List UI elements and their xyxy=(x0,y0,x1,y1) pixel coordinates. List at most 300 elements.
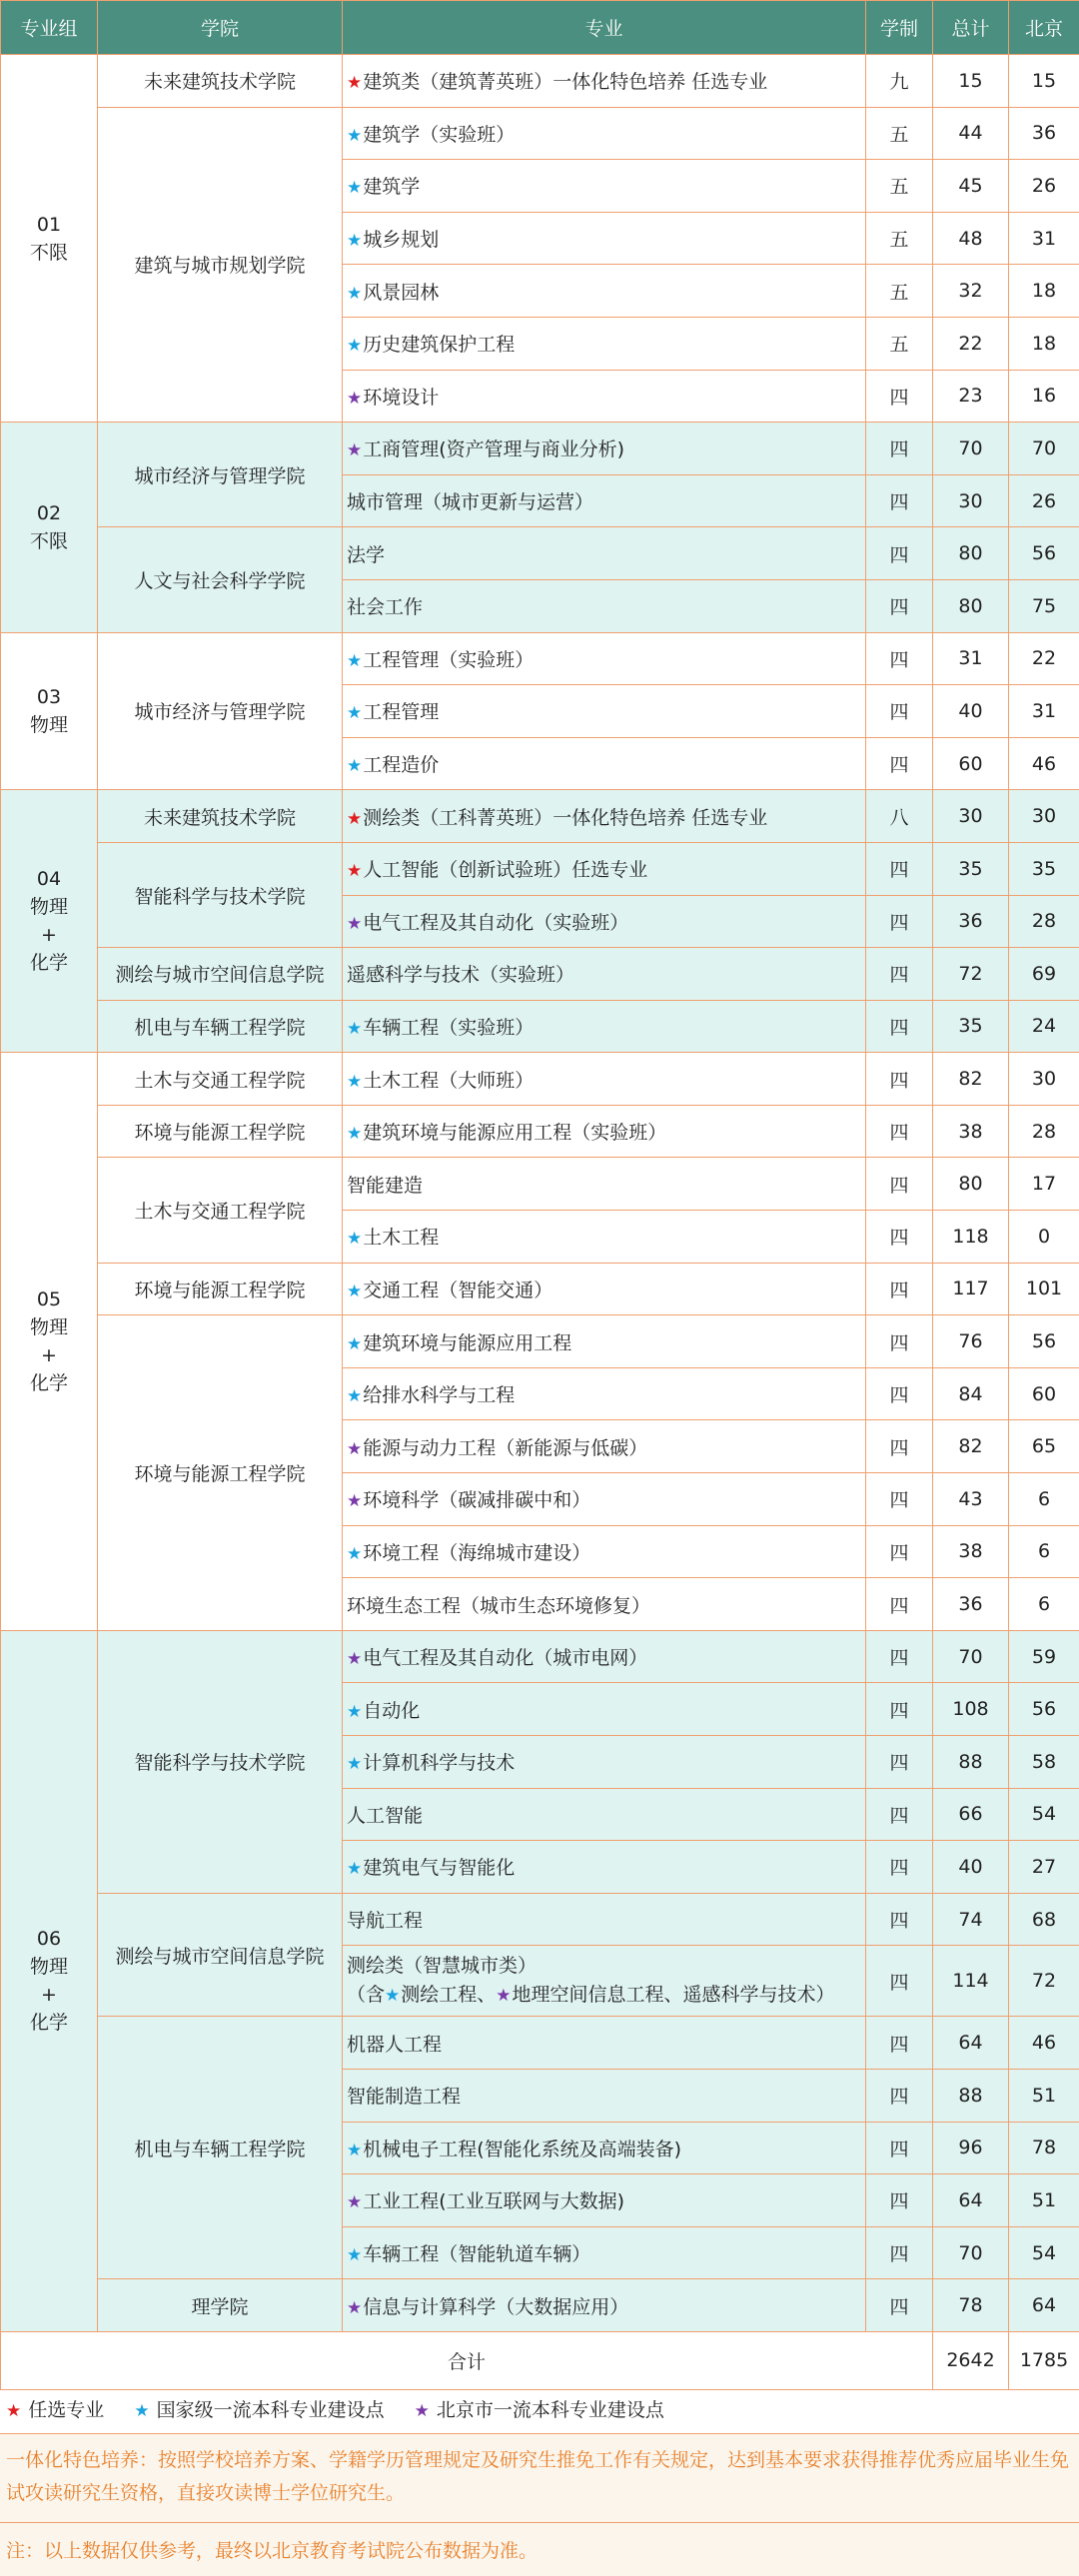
beijing-cell: 26 xyxy=(1009,474,1079,527)
total-cell: 30 xyxy=(933,474,1009,527)
purple-star-icon: ★ xyxy=(414,2401,430,2421)
major-name: 工业工程(工业互联网与大数据) xyxy=(363,2190,625,2213)
major-cell xyxy=(343,1263,866,1315)
years-cell: 四 xyxy=(866,1683,933,1736)
major-cell xyxy=(343,2279,866,2332)
beijing-cell: 30 xyxy=(1009,1053,1079,1106)
beijing-cell: 16 xyxy=(1009,370,1079,423)
beijing-cell: 35 xyxy=(1009,842,1079,895)
total-cell: 64 xyxy=(933,2017,1009,2070)
legend-item-purple xyxy=(415,2395,664,2422)
years-cell: 五 xyxy=(866,317,933,370)
blue-star-icon: ★ xyxy=(347,1333,363,1354)
total-cell: 38 xyxy=(933,1525,1009,1578)
total-cell: 80 xyxy=(933,1158,1009,1211)
total-cell: 80 xyxy=(933,579,1009,632)
header-years: 学制 xyxy=(866,1,933,55)
blue-star-icon: ★ xyxy=(347,178,363,199)
beijing-cell: 15 xyxy=(1009,55,1079,108)
major-name: 环境工程（海绵城市建设） xyxy=(363,1541,591,1564)
major-name: 交通工程（智能交通） xyxy=(363,1279,553,1301)
college-cell: 测绘与城市空间信息学院 xyxy=(98,948,343,1001)
major-cell xyxy=(343,895,866,948)
total-row xyxy=(1,2331,1079,2389)
purple-star-icon: ★ xyxy=(347,1491,363,1512)
total-cell: 35 xyxy=(933,842,1009,895)
beijing-cell: 31 xyxy=(1009,685,1079,738)
total-cell: 78 xyxy=(933,2279,1009,2332)
total-cell: 70 xyxy=(933,1630,1009,1683)
major-cell xyxy=(343,370,866,423)
blue-star-icon: ★ xyxy=(347,650,363,671)
years-cell: 四 xyxy=(866,2279,933,2332)
table-row xyxy=(1,1105,1079,1158)
major-cell xyxy=(343,1367,866,1420)
major-name: 城市管理（城市更新与运营） xyxy=(347,491,594,514)
beijing-cell: 28 xyxy=(1009,1105,1079,1158)
years-cell: 五 xyxy=(866,212,933,265)
major-name: 自动化 xyxy=(363,1699,421,1722)
total-cell: 23 xyxy=(933,370,1009,423)
major-cell xyxy=(343,1000,866,1053)
college-cell: 城市经济与管理学院 xyxy=(98,632,343,790)
group-cell: 04 物理 + 化学 xyxy=(1,790,98,1053)
major-name: 人工智能（创新试验班）任选专业 xyxy=(363,859,648,882)
table-row xyxy=(1,2279,1079,2332)
years-cell: 四 xyxy=(866,579,933,632)
major-cell xyxy=(343,423,866,475)
blue-star-icon: ★ xyxy=(347,1859,363,1880)
total-cell: 31 xyxy=(933,632,1009,685)
major-name: 电气工程及其自动化（城市电网） xyxy=(363,1647,648,1670)
major-name: 工商管理(资产管理与商业分析) xyxy=(363,438,625,461)
major-cell xyxy=(343,1946,866,2017)
beijing-cell: 68 xyxy=(1009,1893,1079,1946)
years-cell: 四 xyxy=(866,1893,933,1946)
major-cell xyxy=(343,632,866,685)
beijing-cell: 31 xyxy=(1009,212,1079,265)
major-cell xyxy=(343,2069,866,2122)
beijing-cell: 46 xyxy=(1009,2017,1079,2070)
major-name: 信息与计算科学（大数据应用） xyxy=(363,2295,629,2318)
college-cell: 未来建筑技术学院 xyxy=(98,55,343,108)
total-cell: 48 xyxy=(933,212,1009,265)
major-cell xyxy=(343,1841,866,1894)
major-cell xyxy=(343,2226,866,2279)
years-cell: 四 xyxy=(866,370,933,423)
table-row xyxy=(1,55,1079,108)
beijing-cell: 18 xyxy=(1009,317,1079,370)
beijing-cell: 6 xyxy=(1009,1473,1079,1526)
years-cell: 五 xyxy=(866,265,933,318)
major-cell xyxy=(343,1683,866,1736)
beijing-total-value: 1785 xyxy=(1009,2331,1079,2389)
red-star-icon: ★ xyxy=(347,73,363,94)
total-cell: 96 xyxy=(933,2122,1009,2174)
years-cell: 四 xyxy=(866,1578,933,1631)
total-cell: 38 xyxy=(933,1105,1009,1158)
table-row xyxy=(1,107,1079,160)
years-cell: 四 xyxy=(866,1630,933,1683)
years-cell: 四 xyxy=(866,1946,933,2017)
major-cell xyxy=(343,160,866,213)
legend-purple-label: 北京市一流本科专业建设点 xyxy=(436,2399,664,2421)
table-row xyxy=(1,1158,1079,1211)
total-cell: 35 xyxy=(933,1000,1009,1053)
major-name: 机器人工程 xyxy=(347,2033,443,2056)
table-row xyxy=(1,790,1079,843)
years-cell: 四 xyxy=(866,1736,933,1789)
major-name: 建筑学 xyxy=(363,176,421,199)
beijing-cell: 78 xyxy=(1009,2122,1079,2174)
major-subtitle-beijing: 地理空间信息工程、遥感科学与技术） xyxy=(512,1983,835,2006)
legend-item-blue xyxy=(134,2395,384,2422)
college-cell: 未来建筑技术学院 xyxy=(98,790,343,843)
college-cell: 环境与能源工程学院 xyxy=(98,1263,343,1315)
major-name: 能源与动力工程（新能源与低碳） xyxy=(363,1436,648,1459)
table-row xyxy=(1,1630,1079,1683)
beijing-cell: 56 xyxy=(1009,1683,1079,1736)
major-cell xyxy=(343,1420,866,1473)
college-cell: 人文与社会科学学院 xyxy=(98,527,343,632)
beijing-cell: 28 xyxy=(1009,895,1079,948)
blue-star-icon: ★ xyxy=(347,1124,363,1145)
major-cell xyxy=(343,842,866,895)
blue-star-icon: ★ xyxy=(347,1229,363,1250)
total-cell: 88 xyxy=(933,1736,1009,1789)
purple-star-icon: ★ xyxy=(347,2297,363,2318)
years-cell: 四 xyxy=(866,1367,933,1420)
beijing-cell: 0 xyxy=(1009,1211,1079,1264)
years-cell: 四 xyxy=(866,737,933,790)
major-cell xyxy=(343,790,866,843)
beijing-cell: 72 xyxy=(1009,1946,1079,2017)
major-cell xyxy=(343,107,866,160)
total-cell: 36 xyxy=(933,895,1009,948)
major-name: 机械电子工程(智能化系统及高端装备) xyxy=(363,2138,682,2160)
major-cell xyxy=(343,1893,866,1946)
years-cell: 四 xyxy=(866,948,933,1001)
blue-star-icon: ★ xyxy=(347,1018,363,1039)
beijing-cell: 75 xyxy=(1009,579,1079,632)
major-name: 环境生态工程（城市生态环境修复） xyxy=(347,1594,651,1617)
total-cell: 88 xyxy=(933,2069,1009,2122)
years-cell: 四 xyxy=(866,2017,933,2070)
blue-star-icon: ★ xyxy=(347,1281,363,1301)
disclaimer-note: 注：以上数据仅供参考，最终以北京教育考试院公布数据为准。 xyxy=(0,2523,1079,2576)
total-cell: 118 xyxy=(933,1211,1009,1264)
college-cell: 环境与能源工程学院 xyxy=(98,1105,343,1158)
college-cell: 机电与车辆工程学院 xyxy=(98,2017,343,2279)
purple-star-icon: ★ xyxy=(496,1985,512,2006)
college-cell: 环境与能源工程学院 xyxy=(98,1315,343,1631)
table-row xyxy=(1,1000,1079,1053)
years-cell: 四 xyxy=(866,2122,933,2174)
major-name: 工程管理（实验班） xyxy=(363,648,535,671)
total-cell: 72 xyxy=(933,948,1009,1001)
blue-star-icon: ★ xyxy=(347,703,363,724)
major-name: 建筑学（实验班） xyxy=(363,123,516,146)
total-cell: 82 xyxy=(933,1420,1009,1473)
major-name: 土木工程 xyxy=(363,1227,440,1250)
major-cell xyxy=(343,685,866,738)
years-cell: 四 xyxy=(866,1211,933,1264)
beijing-cell: 26 xyxy=(1009,160,1079,213)
total-cell: 114 xyxy=(933,1946,1009,2017)
purple-star-icon: ★ xyxy=(347,1649,363,1670)
major-cell xyxy=(343,1525,866,1578)
total-cell: 22 xyxy=(933,317,1009,370)
beijing-cell: 51 xyxy=(1009,2174,1079,2227)
college-cell: 机电与车辆工程学院 xyxy=(98,1000,343,1053)
major-cell xyxy=(343,579,866,632)
total-cell: 108 xyxy=(933,1683,1009,1736)
major-cell xyxy=(343,1630,866,1683)
header-major: 专业 xyxy=(343,1,866,55)
table-row xyxy=(1,1893,1079,1946)
table-row xyxy=(1,423,1079,475)
years-cell: 四 xyxy=(866,2069,933,2122)
total-cell: 32 xyxy=(933,265,1009,318)
major-name: 历史建筑保护工程 xyxy=(363,334,516,357)
major-cell xyxy=(343,948,866,1001)
major-name: 车辆工程（智能轨道车辆） xyxy=(363,2243,591,2266)
years-cell: 四 xyxy=(866,423,933,475)
major-cell xyxy=(343,265,866,318)
major-cell xyxy=(343,2017,866,2070)
group-cell: 05 物理 + 化学 xyxy=(1,1053,98,1631)
major-cell xyxy=(343,737,866,790)
group-cell: 01 不限 xyxy=(1,55,98,423)
beijing-cell: 51 xyxy=(1009,2069,1079,2122)
years-cell: 四 xyxy=(866,1315,933,1368)
major-name: 智能建造 xyxy=(347,1174,424,1197)
total-cell: 30 xyxy=(933,790,1009,843)
beijing-cell: 60 xyxy=(1009,1367,1079,1420)
total-cell: 84 xyxy=(933,1367,1009,1420)
total-cell: 15 xyxy=(933,55,1009,108)
years-cell: 五 xyxy=(866,160,933,213)
beijing-cell: 36 xyxy=(1009,107,1079,160)
major-name: 车辆工程（实验班） xyxy=(363,1016,535,1039)
total-cell: 70 xyxy=(933,2226,1009,2279)
total-cell: 44 xyxy=(933,107,1009,160)
years-cell: 四 xyxy=(866,1000,933,1053)
beijing-cell: 64 xyxy=(1009,2279,1079,2332)
major-name: 社会工作 xyxy=(347,596,424,619)
table-row xyxy=(1,948,1079,1001)
total-cell: 74 xyxy=(933,1893,1009,1946)
blue-star-icon: ★ xyxy=(347,125,363,146)
major-cell xyxy=(343,1158,866,1211)
major-name: 城乡规划 xyxy=(363,229,440,252)
group-cell: 02 不限 xyxy=(1,423,98,632)
major-cell xyxy=(343,317,866,370)
major-name: 工程造价 xyxy=(363,754,440,777)
red-star-icon: ★ xyxy=(6,2401,22,2421)
blue-star-icon: ★ xyxy=(385,1985,401,2006)
total-cell: 66 xyxy=(933,1788,1009,1841)
years-cell: 四 xyxy=(866,1788,933,1841)
total-cell: 80 xyxy=(933,527,1009,580)
group-cell: 06 物理 + 化学 xyxy=(1,1630,98,2331)
years-cell: 四 xyxy=(866,632,933,685)
major-cell xyxy=(343,1736,866,1789)
total-cell: 76 xyxy=(933,1315,1009,1368)
blue-star-icon: ★ xyxy=(347,1701,363,1722)
legend-item-red xyxy=(6,2395,104,2422)
college-cell: 理学院 xyxy=(98,2279,343,2332)
major-name: 导航工程 xyxy=(347,1910,424,1933)
major-name: 电气工程及其自动化（实验班） xyxy=(363,911,629,934)
major-cell xyxy=(343,2122,866,2174)
beijing-cell: 22 xyxy=(1009,632,1079,685)
total-cell: 60 xyxy=(933,737,1009,790)
total-cell: 40 xyxy=(933,685,1009,738)
beijing-cell: 54 xyxy=(1009,2226,1079,2279)
college-cell: 建筑与城市规划学院 xyxy=(98,107,343,423)
legend-blue-label: 国家级一流本科专业建设点 xyxy=(156,2399,385,2421)
total-cell: 82 xyxy=(933,1053,1009,1106)
years-cell: 四 xyxy=(866,1053,933,1106)
total-cell: 45 xyxy=(933,160,1009,213)
table-row xyxy=(1,1263,1079,1315)
major-name: 建筑环境与能源应用工程 xyxy=(363,1331,572,1354)
table-row xyxy=(1,1053,1079,1106)
years-cell: 四 xyxy=(866,474,933,527)
header-row xyxy=(1,1,1079,55)
major-name: 计算机科学与技术 xyxy=(363,1752,516,1775)
total-cell: 70 xyxy=(933,423,1009,475)
major-name: 风景园林 xyxy=(363,281,440,304)
major-cell xyxy=(343,1105,866,1158)
blue-star-icon: ★ xyxy=(347,2245,363,2266)
table-row xyxy=(1,1315,1079,1368)
college-cell: 土木与交通工程学院 xyxy=(98,1053,343,1106)
years-cell: 四 xyxy=(866,1473,933,1526)
table-row xyxy=(1,842,1079,895)
major-name: 测绘类（智慧城市类） xyxy=(347,1954,538,1977)
header-total: 总计 xyxy=(933,1,1009,55)
red-star-icon: ★ xyxy=(347,808,363,829)
total-cell: 64 xyxy=(933,2174,1009,2227)
major-name: 法学 xyxy=(347,543,386,566)
total-label: 合计 xyxy=(1,2331,933,2389)
major-name: 建筑环境与能源应用工程（实验班） xyxy=(363,1122,667,1145)
college-cell: 土木与交通工程学院 xyxy=(98,1158,343,1263)
blue-star-icon: ★ xyxy=(347,1071,363,1092)
major-cell xyxy=(343,212,866,265)
major-cell xyxy=(343,474,866,527)
total-cell: 40 xyxy=(933,1841,1009,1894)
major-cell xyxy=(343,1578,866,1631)
years-cell: 四 xyxy=(866,1158,933,1211)
group-cell: 03 物理 xyxy=(1,632,98,790)
purple-star-icon: ★ xyxy=(347,2192,363,2213)
years-cell: 四 xyxy=(866,1525,933,1578)
beijing-cell: 54 xyxy=(1009,1788,1079,1841)
beijing-cell: 6 xyxy=(1009,1578,1079,1631)
blue-star-icon: ★ xyxy=(347,231,363,252)
beijing-cell: 58 xyxy=(1009,1736,1079,1789)
purple-star-icon: ★ xyxy=(347,440,363,461)
years-cell: 四 xyxy=(866,527,933,580)
blue-star-icon: ★ xyxy=(347,336,363,357)
major-name: 测绘类（工科菁英班）一体化特色培养 任选专业 xyxy=(363,806,768,829)
major-name: 建筑电气与智能化 xyxy=(363,1857,516,1880)
blue-star-icon: ★ xyxy=(347,2140,363,2160)
blue-star-icon: ★ xyxy=(347,283,363,304)
table-row xyxy=(1,632,1079,685)
years-cell: 四 xyxy=(866,1841,933,1894)
beijing-cell: 46 xyxy=(1009,737,1079,790)
table-row xyxy=(1,2017,1079,2070)
years-cell: 四 xyxy=(866,1420,933,1473)
beijing-cell: 30 xyxy=(1009,790,1079,843)
major-name: 土木工程（大师班） xyxy=(363,1069,535,1092)
beijing-cell: 27 xyxy=(1009,1841,1079,1894)
red-star-icon: ★ xyxy=(347,861,363,882)
years-cell: 九 xyxy=(866,55,933,108)
beijing-cell: 70 xyxy=(1009,423,1079,475)
major-cell xyxy=(343,2174,866,2227)
major-cell xyxy=(343,55,866,108)
blue-star-icon: ★ xyxy=(347,1543,363,1564)
integrated-training-note: 一体化特色培养：按照学校培养方案、学籍学历管理规定及研究生推免工作有关规定，达到基本要求获得推荐优秀应届毕业生免试攻读研究生资格，直接攻读博士学位研究生。 xyxy=(0,2434,1079,2523)
beijing-cell: 56 xyxy=(1009,527,1079,580)
total-cell: 43 xyxy=(933,1473,1009,1526)
beijing-cell: 18 xyxy=(1009,265,1079,318)
major-cell xyxy=(343,1053,866,1106)
legend xyxy=(0,2384,1079,2434)
major-name: 遥感科学与技术（实验班） xyxy=(347,964,575,987)
beijing-cell: 24 xyxy=(1009,1000,1079,1053)
header-group: 专业组 xyxy=(1,1,98,55)
years-cell: 四 xyxy=(866,2174,933,2227)
purple-star-icon: ★ xyxy=(347,913,363,934)
beijing-cell: 101 xyxy=(1009,1263,1079,1315)
major-name: 给排水科学与工程 xyxy=(363,1384,516,1407)
grand-total-value: 2642 xyxy=(933,2331,1009,2389)
college-cell: 智能科学与技术学院 xyxy=(98,1630,343,1893)
blue-star-icon: ★ xyxy=(347,756,363,777)
major-subtitle-national: 测绘工程、 xyxy=(401,1983,497,2006)
years-cell: 四 xyxy=(866,1105,933,1158)
major-subtitle-prefix: （含 xyxy=(347,1983,386,2006)
table-row xyxy=(1,527,1079,580)
major-name: 人工智能 xyxy=(347,1804,424,1827)
major-cell xyxy=(343,1473,866,1526)
major-name: 环境设计 xyxy=(363,386,440,409)
beijing-cell: 6 xyxy=(1009,1525,1079,1578)
years-cell: 四 xyxy=(866,895,933,948)
beijing-cell: 59 xyxy=(1009,1630,1079,1683)
total-cell: 117 xyxy=(933,1263,1009,1315)
beijing-cell: 17 xyxy=(1009,1158,1079,1211)
major-name: 智能制造工程 xyxy=(347,2086,462,2109)
legend-red-label: 任选专业 xyxy=(28,2399,105,2421)
years-cell: 四 xyxy=(866,685,933,738)
major-name: 工程管理 xyxy=(363,701,440,724)
years-cell: 四 xyxy=(866,842,933,895)
major-name: 建筑类（建筑菁英班）一体化特色培养 任选专业 xyxy=(363,71,768,94)
major-cell xyxy=(343,1211,866,1264)
purple-star-icon: ★ xyxy=(347,388,363,409)
beijing-cell: 56 xyxy=(1009,1315,1079,1368)
purple-star-icon: ★ xyxy=(347,1438,363,1459)
blue-star-icon: ★ xyxy=(347,1754,363,1775)
blue-star-icon: ★ xyxy=(134,2401,150,2421)
